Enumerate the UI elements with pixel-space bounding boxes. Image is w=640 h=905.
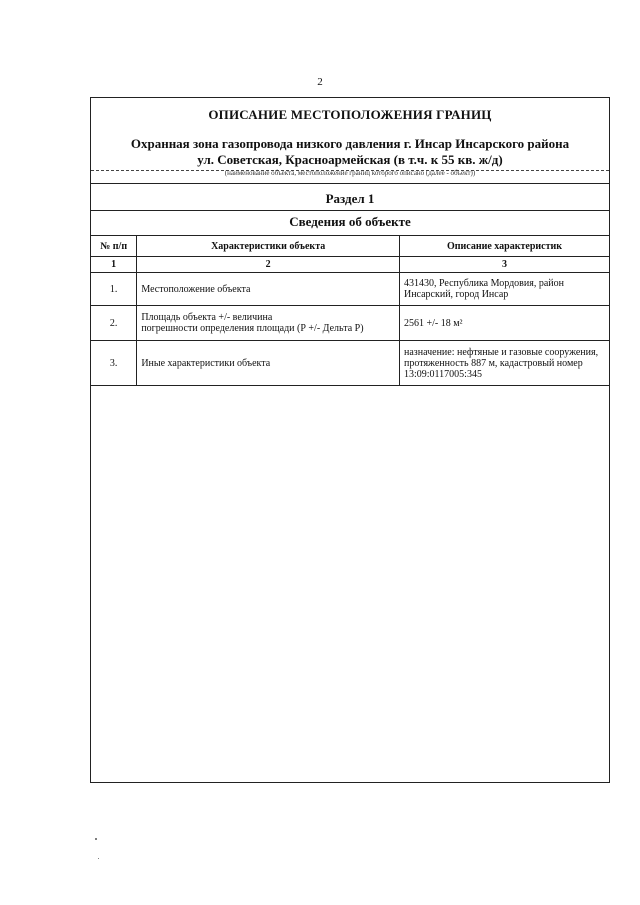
object-name — [95, 136, 605, 168]
object-name-line2: ул. Советская, Красноармейская (в т.ч. к 55 кв. ж/д) — [197, 152, 503, 167]
description-cell: назначение: нефтяные и газовые сооружения, протяженность 887 м, кадастровый номер 13:09:0117005:345 — [399, 341, 609, 386]
characteristic-line: Площадь объекта +/- величина — [141, 312, 273, 323]
section-title: Сведения об объекте — [289, 214, 411, 229]
section-heading: Раздел 1 — [325, 191, 375, 206]
object-name-line1: Охранная зона газопровода низкого давления г. Инсар Инсарского района — [130, 136, 570, 151]
row-number: 1. — [91, 273, 137, 306]
description-cell: 2561 +/- 18 м² — [399, 306, 609, 341]
characteristic-cell: Местоположение объекта — [137, 273, 400, 306]
row-number: 2. — [91, 306, 137, 341]
column-number: 3 — [399, 257, 609, 273]
description-cell: 431430, Республика Мордовия, район Инсарский, город Инсар — [399, 273, 609, 306]
characteristic-cell — [137, 306, 400, 341]
document-title: ОПИСАНИЕ МЕСТОПОЛОЖЕНИЯ ГРАНИЦ — [208, 107, 492, 122]
row-number: 3. — [91, 341, 137, 386]
object-info-table — [90, 235, 610, 386]
header-cell: Описание характеристик — [399, 236, 609, 257]
column-number: 2 — [137, 257, 400, 273]
characteristic-line: погрешности определения площади (Р +/- Дельта Р) — [141, 323, 364, 334]
divider — [91, 210, 609, 211]
scan-speck — [95, 838, 97, 840]
page-number: 2 — [317, 76, 323, 88]
header-cell: № п/п — [91, 236, 137, 257]
scan-speck — [98, 858, 99, 859]
document-frame — [90, 97, 610, 783]
divider — [91, 183, 609, 184]
header-cell: Характеристики объекта — [137, 236, 400, 257]
object-name-caption: (наименование объекта, местоположение границ которого описано (далее - объект)) — [224, 169, 476, 177]
table-header-row — [91, 236, 610, 257]
table-row — [91, 341, 610, 386]
characteristic-cell: Иные характеристики объекта — [137, 341, 400, 386]
table-row — [91, 273, 610, 306]
table-row — [91, 306, 610, 341]
column-number: 1 — [91, 257, 137, 273]
column-number-row — [91, 257, 610, 273]
